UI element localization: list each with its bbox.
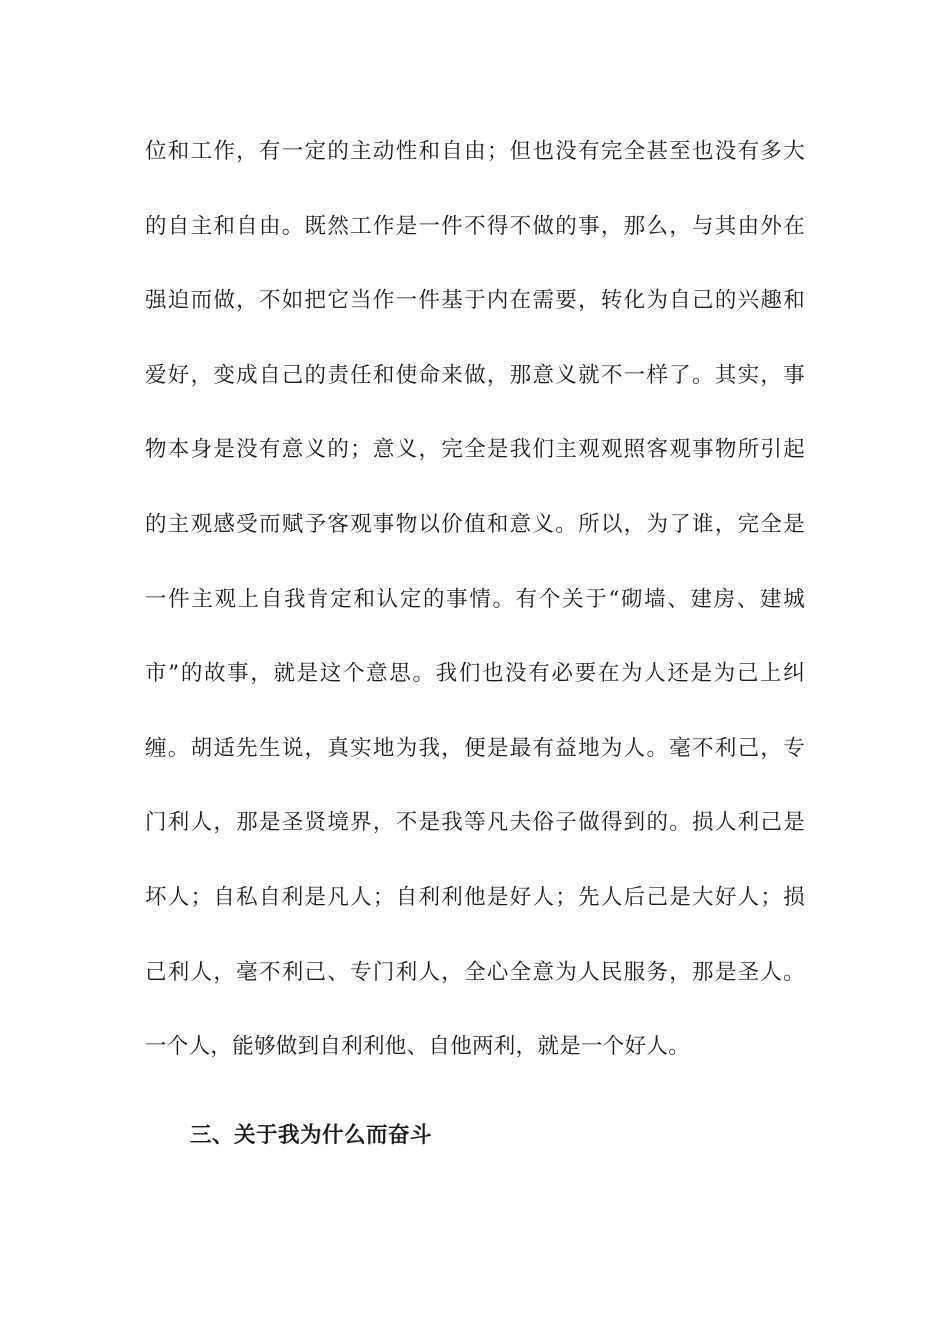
paragraph-line-11: 坏人；自私自利是凡人；自利利他是好人；先人后己是大好人；损 <box>145 884 805 910</box>
paragraph-line-6: 的主观感受而赋予客观事物以价值和意义。所以，为了谁，完全是 <box>145 511 805 537</box>
paragraph-line-12: 己利人，毫不利己、专门利人，全心全意为人民服务，那是圣人。 <box>145 959 805 985</box>
paragraph-line-7: 一件主观上自我肯定和认定的事情。有个关于“砌墙、建房、建城 <box>145 586 805 612</box>
paragraph-line-9: 缠。胡适先生说，真实地为我，便是最有益地为人。毫不利己，专 <box>145 735 805 761</box>
paragraph-line-1: 位和工作，有一定的主动性和自由；但也没有完全甚至也没有多大 <box>145 139 805 164</box>
section-heading: 三、关于我为什么而奋斗 <box>190 1123 433 1148</box>
paragraph-line-10: 门利人，那是圣贤境界，不是我等凡夫俗子做得到的。损人利己是 <box>145 810 805 836</box>
body-paragraph <box>145 128 805 1098</box>
paragraph-line-2: 的自主和自由。既然工作是一件不得不做的事，那么，与其由外在 <box>145 213 805 239</box>
paragraph-line-3: 强迫而做，不如把它当作一件基于内在需要，转化为自己的兴趣和 <box>145 288 805 314</box>
paragraph-line-4: 爱好，变成自己的责任和使命来做，那意义就不一样了。其实，事 <box>145 362 805 388</box>
paragraph-line-13: 一个人，能够做到自利利他、自他两利，就是一个好人。 <box>145 1034 691 1060</box>
paragraph-line-5: 物本身是没有意义的；意义，完全是我们主观观照客观事物所引起 <box>145 437 805 463</box>
paragraph-line-8: 市”的故事，就是这个意思。我们也没有必要在为人还是为己上纠 <box>145 661 805 687</box>
